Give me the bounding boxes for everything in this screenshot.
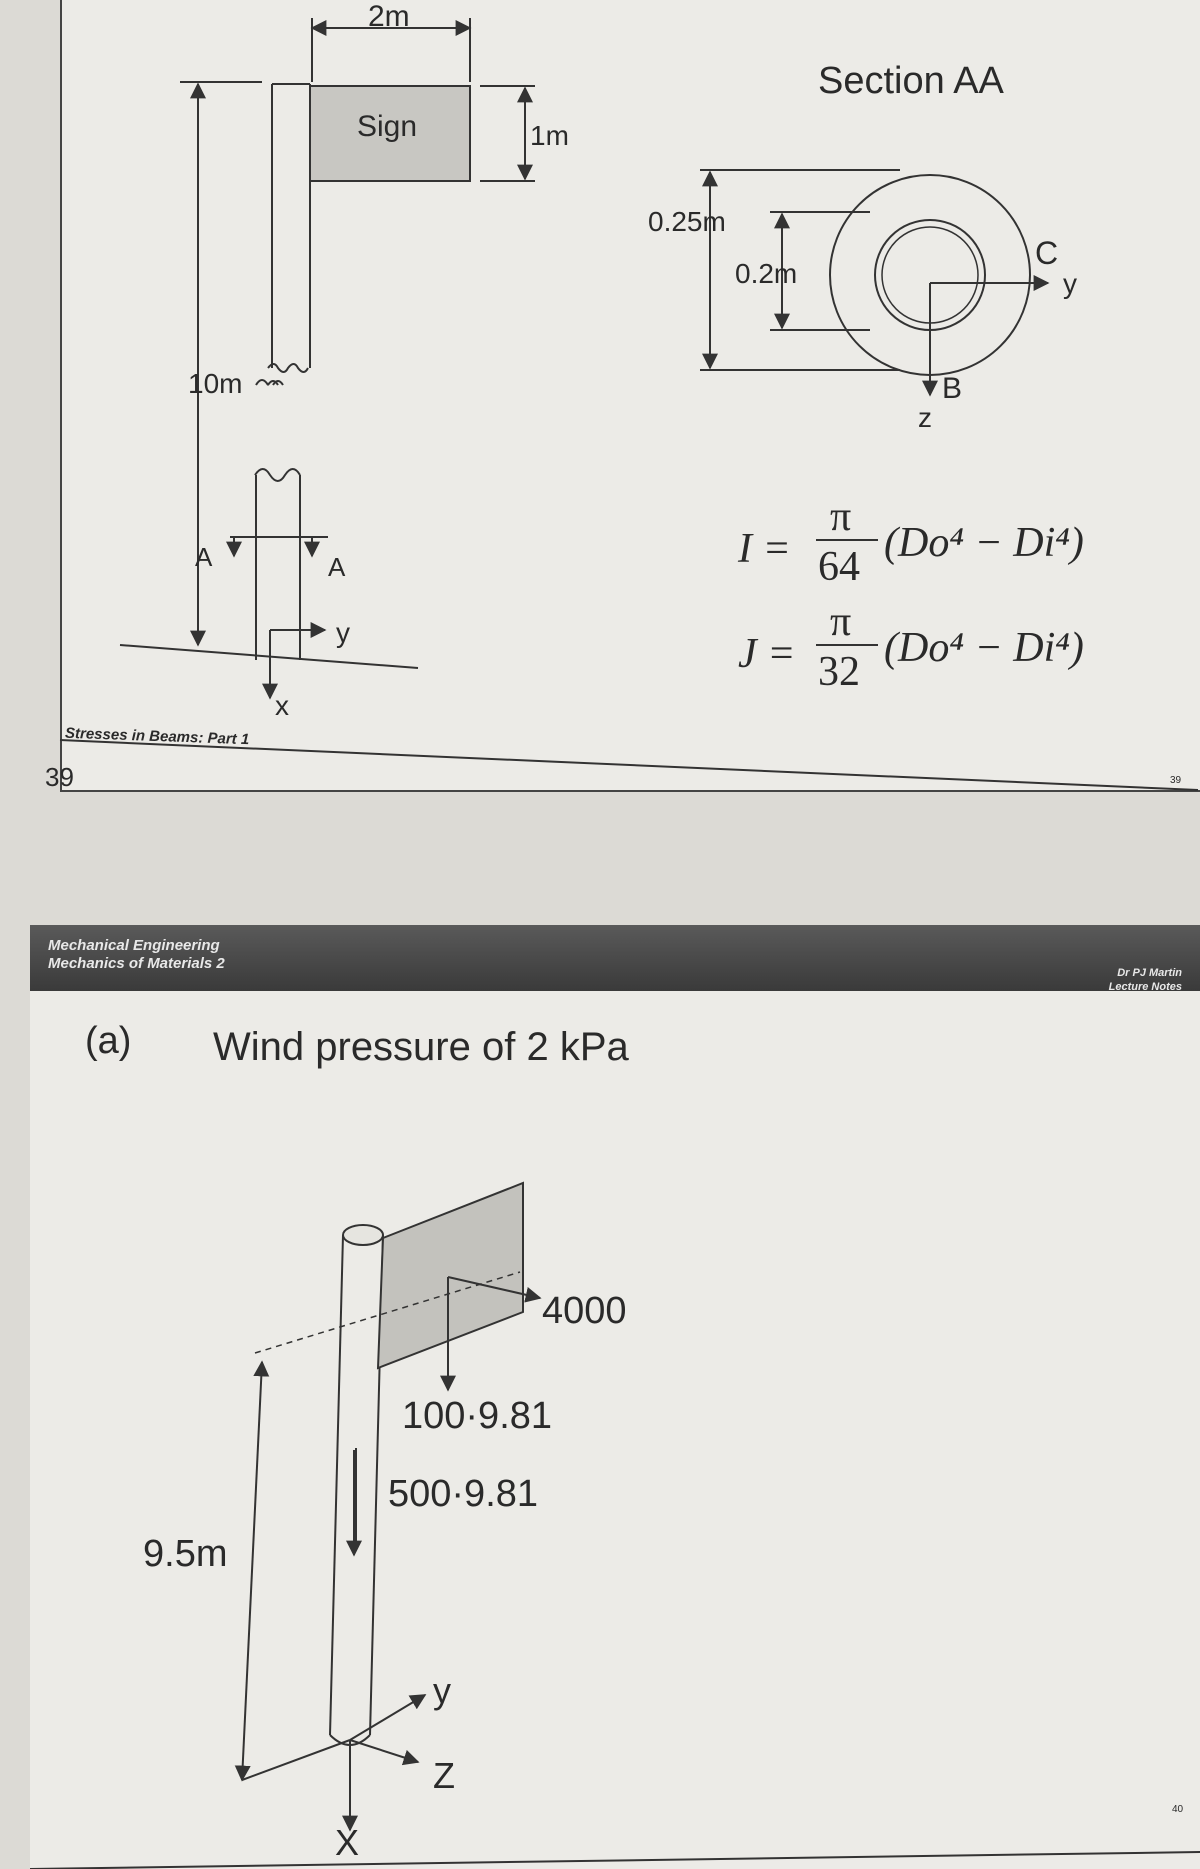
inner-diameter-label: 0.2m xyxy=(735,258,798,289)
formula-j-lhs: J = xyxy=(738,631,796,677)
dim-pole-label: 10m xyxy=(188,368,243,399)
formula-i-den: 64 xyxy=(818,544,860,590)
axis-z-label-bottom: Z xyxy=(433,1755,455,1796)
formula-j-num: π xyxy=(830,599,852,645)
page-number-small-top: 39 xyxy=(1170,775,1182,786)
section-marker-right: A xyxy=(328,552,346,582)
force-sign-label: 100·9.81 xyxy=(402,1395,553,1437)
force-pole-label: 500·9.81 xyxy=(388,1473,539,1515)
slide-title: Wind pressure of 2 kPa xyxy=(213,1025,629,1069)
header-right2: Lecture Notes xyxy=(1108,981,1182,993)
dim-height-label: 1m xyxy=(530,120,569,151)
section-axis-z-label: z xyxy=(918,402,932,433)
axis-x-label: x xyxy=(275,690,289,721)
axis-y-label-bottom: y xyxy=(433,1670,451,1711)
point-b-label: B xyxy=(942,372,963,405)
sign-label: Sign xyxy=(357,110,418,143)
force-wind-label: 4000 xyxy=(542,1290,627,1332)
height-dim-label: 9.5m xyxy=(143,1533,228,1575)
header-right1: Dr PJ Martin xyxy=(1117,967,1182,979)
formula-j-rhs: (Do⁴ − Di⁴) xyxy=(884,625,1084,671)
formula-j-den: 32 xyxy=(818,649,860,695)
section-marker-left: A xyxy=(195,542,213,572)
footer-title: Stresses in Beams: Part 1 xyxy=(64,724,250,749)
axis-y-label: y xyxy=(336,617,350,648)
formula-i-lhs: I = xyxy=(738,526,791,572)
section-axis-y-label: y xyxy=(1063,268,1077,299)
formula-i-num: π xyxy=(830,494,852,540)
axis-x-label-bottom: X xyxy=(335,1822,360,1863)
part-label: (a) xyxy=(85,1020,132,1062)
header-line1: Mechanical Engineering xyxy=(48,937,220,954)
dim-width-label: 2m xyxy=(368,0,410,33)
page-number: 39 xyxy=(45,762,74,792)
page-number-small-bottom: 40 xyxy=(1172,1804,1184,1815)
header-line2: Mechanics of Materials 2 xyxy=(48,955,225,972)
section-title: Section AA xyxy=(818,60,1004,102)
point-c-label: C xyxy=(1035,235,1059,271)
formula-i-rhs: (Do⁴ − Di⁴) xyxy=(884,520,1084,566)
outer-diameter-label: 0.25m xyxy=(648,206,726,237)
